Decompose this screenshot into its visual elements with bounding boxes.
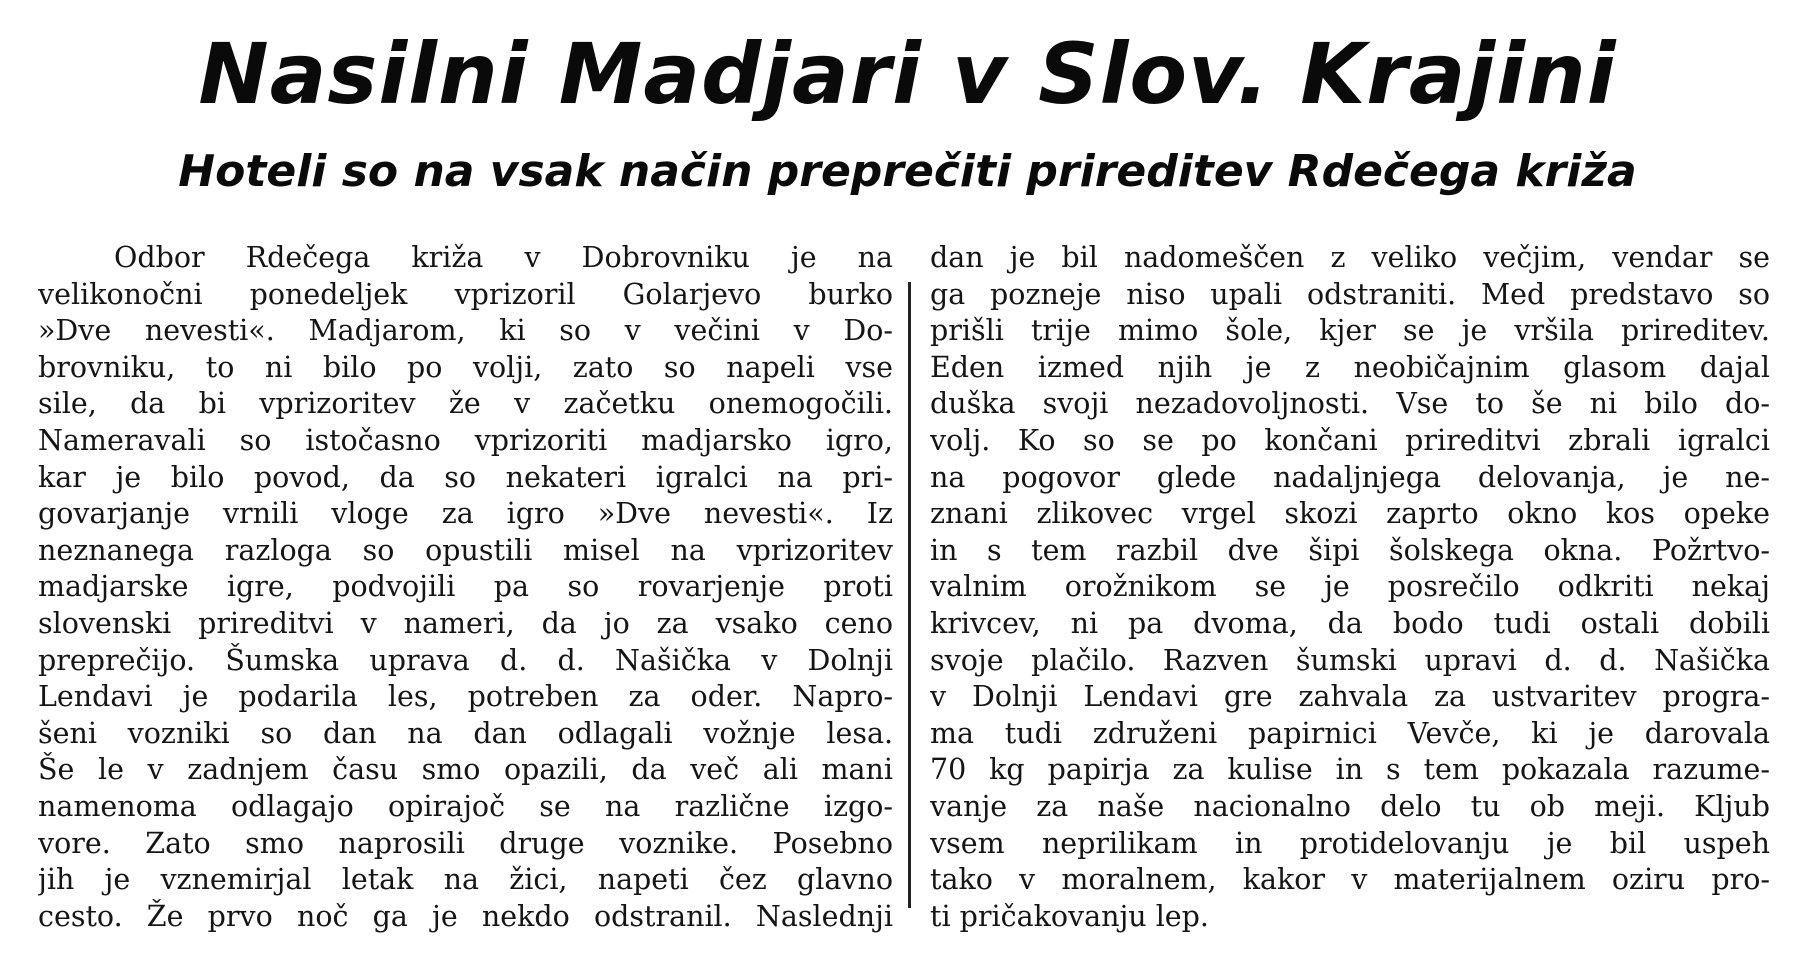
text-line: šeni vozniki so dan na dan odlagali vožnje lesa. bbox=[38, 716, 893, 750]
text-line: ti pričakovanju lep. bbox=[930, 899, 1209, 933]
subheadline: Hoteli so na vsak način preprečiti prireditev Rdečega križa bbox=[178, 146, 1637, 197]
text-line: Odbor Rdečega križa v Dobrovniku je na bbox=[114, 241, 893, 274]
text-line: in s tem razbil dve šipi šolskega okna. Požrtvo- bbox=[930, 533, 1770, 567]
text-line: volj. Ko so se po končani prireditvi zbrali igralci bbox=[930, 423, 1770, 457]
text-line: Eden izmed njih je z neobičajnim glasom dajal bbox=[930, 350, 1770, 384]
text-line: vanje za naše nacionalno delo tu ob meji. Kljub bbox=[930, 789, 1770, 823]
text-line: govarjanje vrnili vloge za igro »Dve nevesti«. Iz bbox=[38, 497, 893, 531]
text-line: Nameravali so istočasno vprizoriti madjarsko igro, bbox=[38, 423, 893, 457]
column-divider bbox=[908, 282, 911, 908]
text-line: krivcev, ni pa dvoma, da bodo tudi ostali dobili bbox=[930, 606, 1770, 640]
text-line: cesto. Že prvo noč ga je nekdo odstranil. Naslednji bbox=[38, 899, 893, 933]
text-line: prišli trije mimo šole, kjer se je vršila prireditev. bbox=[930, 314, 1770, 348]
text-line: duška svoji nezadovoljnosti. Vse to še ni bilo do- bbox=[930, 387, 1770, 421]
left-column bbox=[38, 240, 893, 935]
right-column bbox=[930, 240, 1770, 935]
text-line: sile, da bi vprizoritev že v začetku onemogočili. bbox=[38, 387, 893, 421]
text-line: 70 kg papirja za kulise in s tem pokazala razume- bbox=[930, 753, 1770, 787]
text-line: svoje plačilo. Razven šumski upravi d. d. Našička bbox=[930, 643, 1770, 677]
headline: Nasilni Madjari v Slov. Krajini bbox=[198, 25, 1617, 123]
text-line: preprečijo. Šumska uprava d. d. Našička v Dolnji bbox=[38, 643, 893, 677]
text-line: ma tudi združeni papirnici Vevče, ki je darovala bbox=[930, 716, 1770, 750]
text-line: dan je bil nadomeščen z veliko večjim, vendar se bbox=[930, 241, 1770, 274]
text-line: kar je bilo povod, da so nekateri igralci na pri- bbox=[38, 460, 893, 494]
text-line: neznanega razloga so opustili misel na vprizoritev bbox=[38, 533, 893, 567]
text-line: »Dve nevesti«. Madjarom, ki so v večini v Do- bbox=[38, 314, 893, 348]
text-line: vore. Zato smo naprosili druge voznike. Posebno bbox=[38, 826, 893, 860]
text-line: brovniku, to ni bilo po volji, zato so napeli vse bbox=[38, 350, 893, 384]
text-line: valnim orožnikom se je posrečilo odkriti nekaj bbox=[930, 570, 1770, 604]
text-line: jih je vznemirjal letak na žici, napeti čez glavno bbox=[38, 863, 893, 897]
text-line: tako v moralnem, kakor v materijalnem oziru pro- bbox=[930, 863, 1770, 897]
text-line: Lendavi je podarila les, potreben za oder. Napro- bbox=[38, 680, 893, 714]
text-line: slovenski prireditvi v nameri, da jo za vsako ceno bbox=[38, 606, 893, 640]
text-line: znani zlikovec vrgel skozi zaprto okno kos opeke bbox=[930, 497, 1770, 531]
text-line: na pogovor glede nadaljnjega delovanja, je ne- bbox=[930, 460, 1770, 494]
text-line: v Dolnji Lendavi gre zahvala za ustvaritev progra- bbox=[930, 680, 1770, 714]
text-line: velikonočni ponedeljek vprizoril Golarjevo burko bbox=[38, 277, 893, 311]
text-line: namenoma odlagajo opirajoč se na različne izgo- bbox=[38, 789, 893, 823]
text-line: ga pozneje niso upali odstraniti. Med predstavo so bbox=[930, 277, 1770, 311]
text-line: vsem neprilikam in protidelovanju je bil uspeh bbox=[930, 826, 1770, 860]
text-line: madjarske igre, podvojili pa so rovarjenje proti bbox=[38, 570, 893, 604]
text-line: Še le v zadnjem času smo opazili, da več ali mani bbox=[38, 753, 893, 787]
